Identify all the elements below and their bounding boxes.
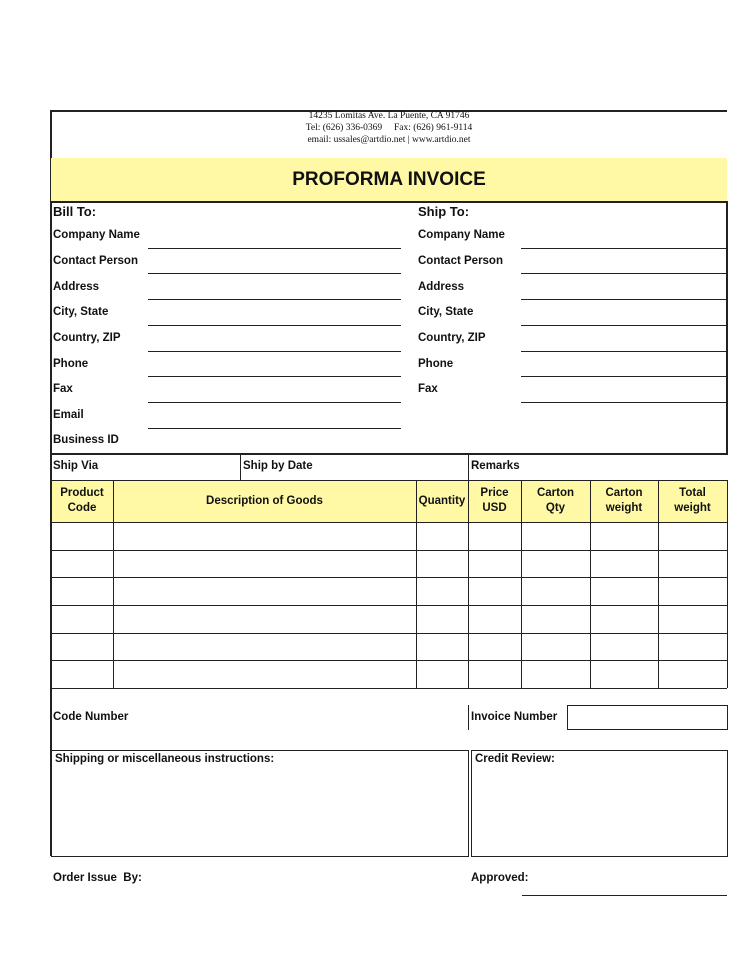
table-cell[interactable] xyxy=(469,661,521,688)
table-cell[interactable] xyxy=(591,634,658,660)
table-cell[interactable] xyxy=(469,578,521,605)
bill-to-field-input[interactable] xyxy=(148,299,401,300)
ship-to-field-input[interactable] xyxy=(521,248,727,249)
bill-to-field-label: Contact Person xyxy=(53,255,138,267)
column-header: Quantity xyxy=(418,494,466,507)
bill-to-field-label: Phone xyxy=(53,358,89,370)
column-header: Total weight xyxy=(674,487,711,514)
ship-to-field-label: Country, ZIP xyxy=(418,332,486,344)
table-cell[interactable] xyxy=(522,634,590,660)
table-cell[interactable] xyxy=(417,551,468,577)
table-cell[interactable] xyxy=(52,551,113,577)
divider xyxy=(468,705,469,730)
bill-to-field-input[interactable] xyxy=(148,376,401,377)
bill-to-field-label: Email xyxy=(53,409,84,421)
bill-to-field-label: Country, ZIP xyxy=(53,332,121,344)
ship-to-field-input[interactable] xyxy=(521,325,727,326)
credit-review-label: Credit Review: xyxy=(475,753,555,765)
table-cell[interactable] xyxy=(52,523,113,550)
divider xyxy=(468,453,469,480)
ship-to-field-label: Phone xyxy=(418,358,454,370)
code-number-label: Code Number xyxy=(53,711,129,723)
approved-label: Approved: xyxy=(471,872,529,884)
column-header: Carton weight xyxy=(605,487,643,514)
bill-to-field-input[interactable] xyxy=(148,402,401,403)
table-column-line xyxy=(727,480,728,688)
table-cell[interactable] xyxy=(114,634,416,660)
company-phone-fax: Tel: (626) 336-0369 Fax: (626) 961-9114 xyxy=(305,123,473,133)
bill-to-field-input[interactable] xyxy=(148,428,401,429)
bill-to-field-input[interactable] xyxy=(148,248,401,249)
column-header: Price USD xyxy=(480,487,509,514)
bill-to-field-label: City, State xyxy=(53,306,109,318)
table-cell[interactable] xyxy=(522,606,590,633)
invoice-title: PROFORMA INVOICE xyxy=(51,158,727,201)
table-cell[interactable] xyxy=(469,634,521,660)
ship-to-field-label: Contact Person xyxy=(418,255,503,267)
bill-to-field-label: Fax xyxy=(53,383,73,395)
table-cell[interactable] xyxy=(417,661,468,688)
table-cell[interactable] xyxy=(417,606,468,633)
column-header: Description of Goods xyxy=(206,494,323,507)
table-cell[interactable] xyxy=(659,578,727,605)
table-cell[interactable] xyxy=(659,606,727,633)
bill-to-field-label: Company Name xyxy=(53,229,140,241)
approved-signature-line[interactable] xyxy=(522,895,727,896)
invoice-number-label: Invoice Number xyxy=(471,711,558,723)
table-cell[interactable] xyxy=(522,578,590,605)
order-issue-by-label: Order Issue By: xyxy=(53,872,142,884)
bill-to-field-label: Address xyxy=(53,281,100,293)
address-box xyxy=(50,201,728,455)
ship-to-field-label: Company Name xyxy=(418,229,505,241)
ship-to-field-label: Fax xyxy=(418,383,438,395)
table-cell[interactable] xyxy=(417,578,468,605)
ship-to-field-input[interactable] xyxy=(521,273,727,274)
ship-to-field-input[interactable] xyxy=(521,351,727,352)
table-cell[interactable] xyxy=(417,634,468,660)
table-cell[interactable] xyxy=(52,606,113,633)
table-cell[interactable] xyxy=(591,523,658,550)
ship-to-field-input[interactable] xyxy=(521,299,727,300)
ship-to-heading: Ship To: xyxy=(418,204,470,219)
table-cell[interactable] xyxy=(114,551,416,577)
table-cell[interactable] xyxy=(591,606,658,633)
bill-to-field-input[interactable] xyxy=(148,273,401,274)
company-address: 14235 Lomitas Ave. La Puente, CA 91746 xyxy=(308,111,470,121)
bill-to-field-input[interactable] xyxy=(148,325,401,326)
instructions-label: Shipping or miscellaneous instructions: xyxy=(55,753,275,765)
table-cell[interactable] xyxy=(52,634,113,660)
table-cell[interactable] xyxy=(469,606,521,633)
table-cell[interactable] xyxy=(659,634,727,660)
column-header: Product Code xyxy=(60,487,104,514)
table-cell[interactable] xyxy=(522,661,590,688)
ship-by-date-label: Ship by Date xyxy=(243,460,313,472)
table-row-line xyxy=(51,688,727,689)
table-cell[interactable] xyxy=(52,661,113,688)
company-email-web: email: ussales@artdio.net | www.artdio.net xyxy=(307,135,471,145)
table-cell[interactable] xyxy=(591,551,658,577)
table-cell[interactable] xyxy=(114,606,416,633)
table-cell[interactable] xyxy=(114,578,416,605)
credit-review-box[interactable] xyxy=(471,750,728,857)
table-cell[interactable] xyxy=(52,578,113,605)
table-row-line xyxy=(51,480,727,481)
divider xyxy=(240,453,241,480)
column-header: Carton Qty xyxy=(536,487,575,514)
ship-via-label: Ship Via xyxy=(53,460,99,472)
instructions-box[interactable] xyxy=(51,750,469,857)
table-cell[interactable] xyxy=(522,551,590,577)
bill-to-field-input[interactable] xyxy=(148,351,401,352)
table-cell[interactable] xyxy=(417,523,468,550)
table-cell[interactable] xyxy=(659,551,727,577)
table-cell[interactable] xyxy=(522,523,590,550)
ship-to-field-input[interactable] xyxy=(521,402,727,403)
ship-to-field-input[interactable] xyxy=(521,376,727,377)
table-cell[interactable] xyxy=(114,523,416,550)
table-cell[interactable] xyxy=(114,661,416,688)
table-cell[interactable] xyxy=(591,578,658,605)
table-cell[interactable] xyxy=(469,523,521,550)
table-cell[interactable] xyxy=(659,523,727,550)
invoice-number-input[interactable] xyxy=(567,705,728,730)
bill-to-heading: Bill To: xyxy=(53,204,97,219)
ship-to-field-label: City, State xyxy=(418,306,474,318)
remarks-label: Remarks xyxy=(471,460,520,472)
table-cell[interactable] xyxy=(591,661,658,688)
ship-to-field-label: Address xyxy=(418,281,465,293)
bill-to-field-label: Business ID xyxy=(53,434,119,446)
table-cell[interactable] xyxy=(659,661,727,688)
table-cell[interactable] xyxy=(469,551,521,577)
